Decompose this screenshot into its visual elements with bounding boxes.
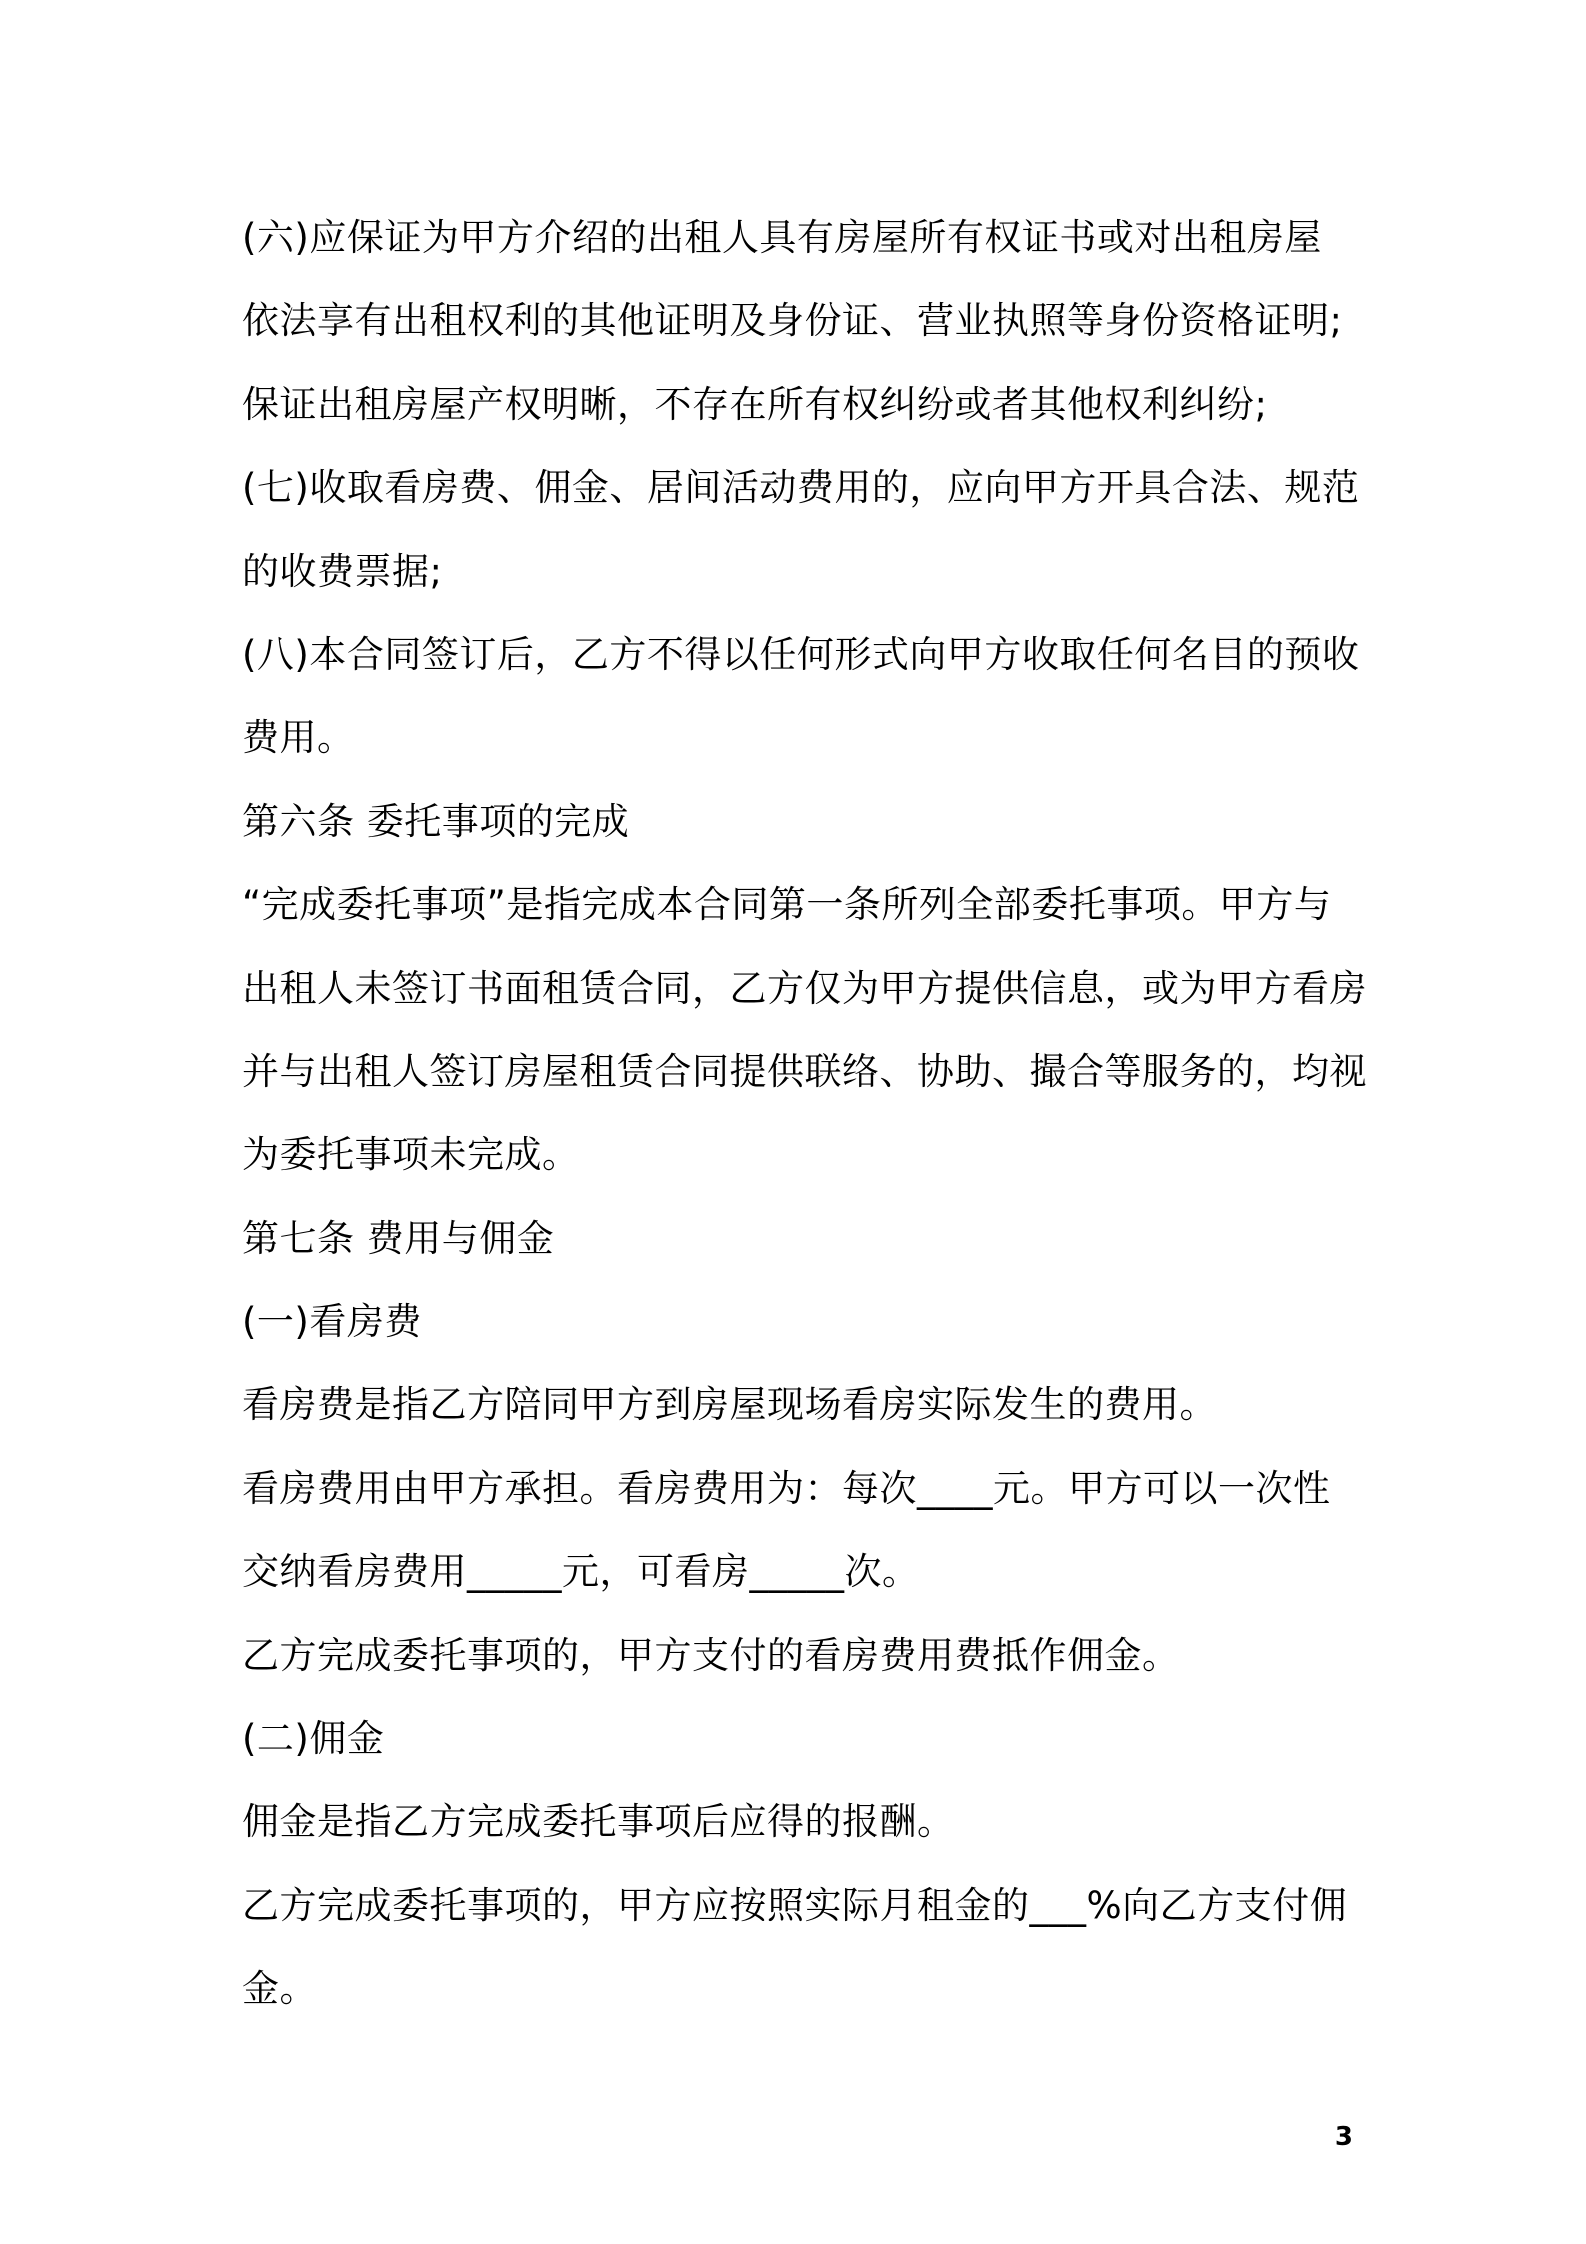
text-line: (八)本合同签订后，乙方不得以任何形式向甲方收取任何名目的预收 [242, 632, 1360, 676]
subsection-heading: (一)看房费 [242, 1300, 422, 1344]
text-line: 为委托事项未完成。 [242, 1133, 580, 1177]
text-line: 费用。 [242, 716, 355, 760]
text-line: 保证出租房屋产权明晰，不存在所有权纠纷或者其他权利纠纷; [242, 382, 1268, 426]
text-line: 看房费用由甲方承担。看房费用为：每次____元。甲方可以一次性 [242, 1466, 1331, 1510]
text-line: 乙方完成委托事项的，甲方应按照实际月租金的___%向乙方支付佣 [242, 1883, 1348, 1927]
text-line: 的收费票据; [242, 549, 443, 593]
subsection-heading: (二)佣金 [242, 1717, 385, 1761]
page-number: 3 [1334, 2122, 1353, 2152]
text-line: (六)应保证为甲方介绍的出租人具有房屋所有权证书或对出租房屋 [242, 216, 1322, 259]
text-line: 交纳看房费用_____元，可看房_____次。 [242, 1550, 920, 1594]
text-line: 依法享有出租权利的其他证明及身份证、营业执照等身份资格证明; [242, 299, 1343, 343]
text-line: 出租人未签订书面租赁合同，乙方仅为甲方提供信息，或为甲方看房 [242, 966, 1367, 1010]
text-line: 金。 [242, 1967, 317, 2011]
text-line: “完成委托事项”是指完成本合同第一条所列全部委托事项。甲方与 [242, 883, 1332, 927]
text-line: 佣金是指乙方完成委托事项后应得的报酬。 [242, 1800, 955, 1844]
section-heading: 第六条 委托事项的完成 [242, 799, 630, 843]
document-body [242, 196, 1367, 2031]
section-heading: 第七条 费用与佣金 [242, 1216, 555, 1260]
text-line: (七)收取看房费、佣金、居间活动费用的，应向甲方开具合法、规范 [242, 466, 1360, 510]
text-line: 乙方完成委托事项的，甲方支付的看房费用费抵作佣金。 [242, 1633, 1180, 1677]
text-line: 并与出租人签订房屋租赁合同提供联络、协助、撮合等服务的，均视 [242, 1049, 1367, 1093]
text-line: 看房费是指乙方陪同甲方到房屋现场看房实际发生的费用。 [242, 1383, 1217, 1427]
